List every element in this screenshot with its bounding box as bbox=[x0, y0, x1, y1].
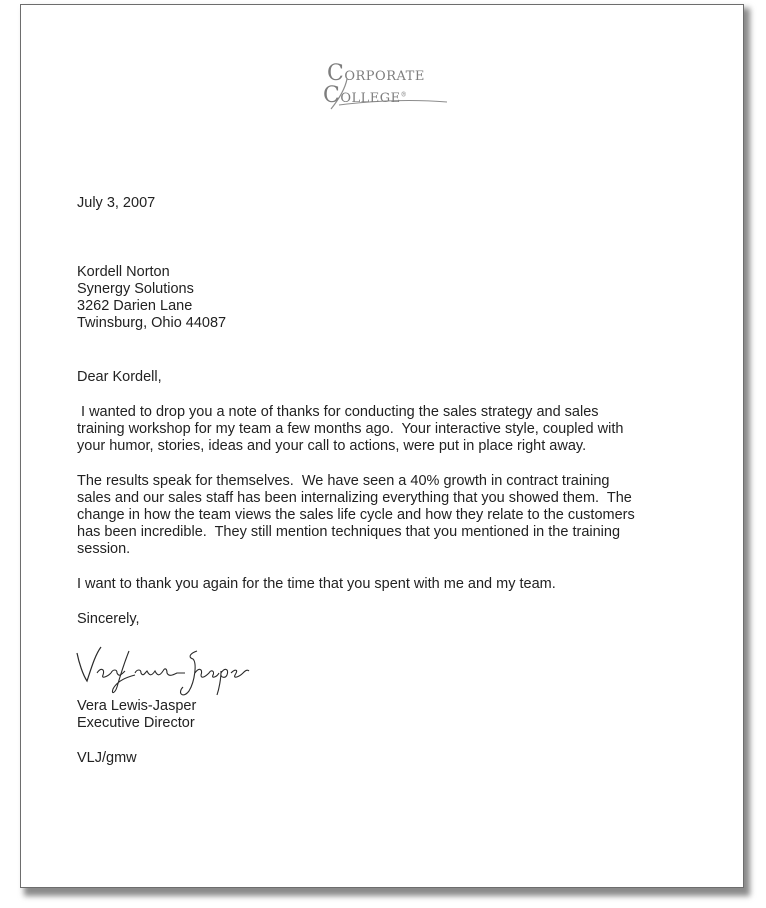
closing: Sincerely, bbox=[77, 611, 140, 627]
logo-college-text: COLLEGE® bbox=[323, 83, 408, 108]
letter-page bbox=[20, 4, 744, 888]
salutation: Dear Kordell, bbox=[77, 369, 162, 385]
recipient-street: 3262 Darien Lane bbox=[77, 298, 193, 314]
letter-date: July 3, 2007 bbox=[77, 195, 156, 211]
paragraph-2-line-5: session. bbox=[77, 541, 131, 557]
recipient-city: Twinsburg, Ohio 44087 bbox=[77, 315, 227, 331]
paragraph-1-line-1: I wanted to drop you a note of thanks for conducting the sales strategy and sales bbox=[77, 404, 599, 420]
logo-corporate-text: CORPORATE bbox=[327, 61, 425, 86]
corporate-college-logo bbox=[319, 55, 449, 127]
handwritten-signature bbox=[71, 633, 251, 703]
paragraph-1-line-3: your humor, stories, ideas and your call to actions, were put in place right away. bbox=[77, 438, 587, 454]
paragraph-1-line-2: training workshop for my team a few months ago. Your interactive style, coupled with bbox=[77, 421, 624, 437]
reference-initials: VLJ/gmw bbox=[77, 750, 137, 766]
paragraph-2-line-1: The results speak for themselves. We have seen a 40% growth in contract training bbox=[77, 473, 610, 489]
recipient-company: Synergy Solutions bbox=[77, 281, 194, 297]
paragraph-2-line-4: has been incredible. They still mention techniques that you mentioned in the training bbox=[77, 524, 621, 540]
sender-name: Vera Lewis-Jasper bbox=[77, 698, 197, 714]
paragraph-2-line-3: change in how the team views the sales life cycle and how they relate to the customers bbox=[77, 507, 635, 523]
paragraph-3-line-1: I want to thank you again for the time that you spent with me and my team. bbox=[77, 576, 556, 592]
sender-title: Executive Director bbox=[77, 715, 195, 731]
paragraph-2-line-2: sales and our sales staff has been internalizing everything that you showed them. The bbox=[77, 490, 632, 506]
recipient-name: Kordell Norton bbox=[77, 264, 170, 280]
